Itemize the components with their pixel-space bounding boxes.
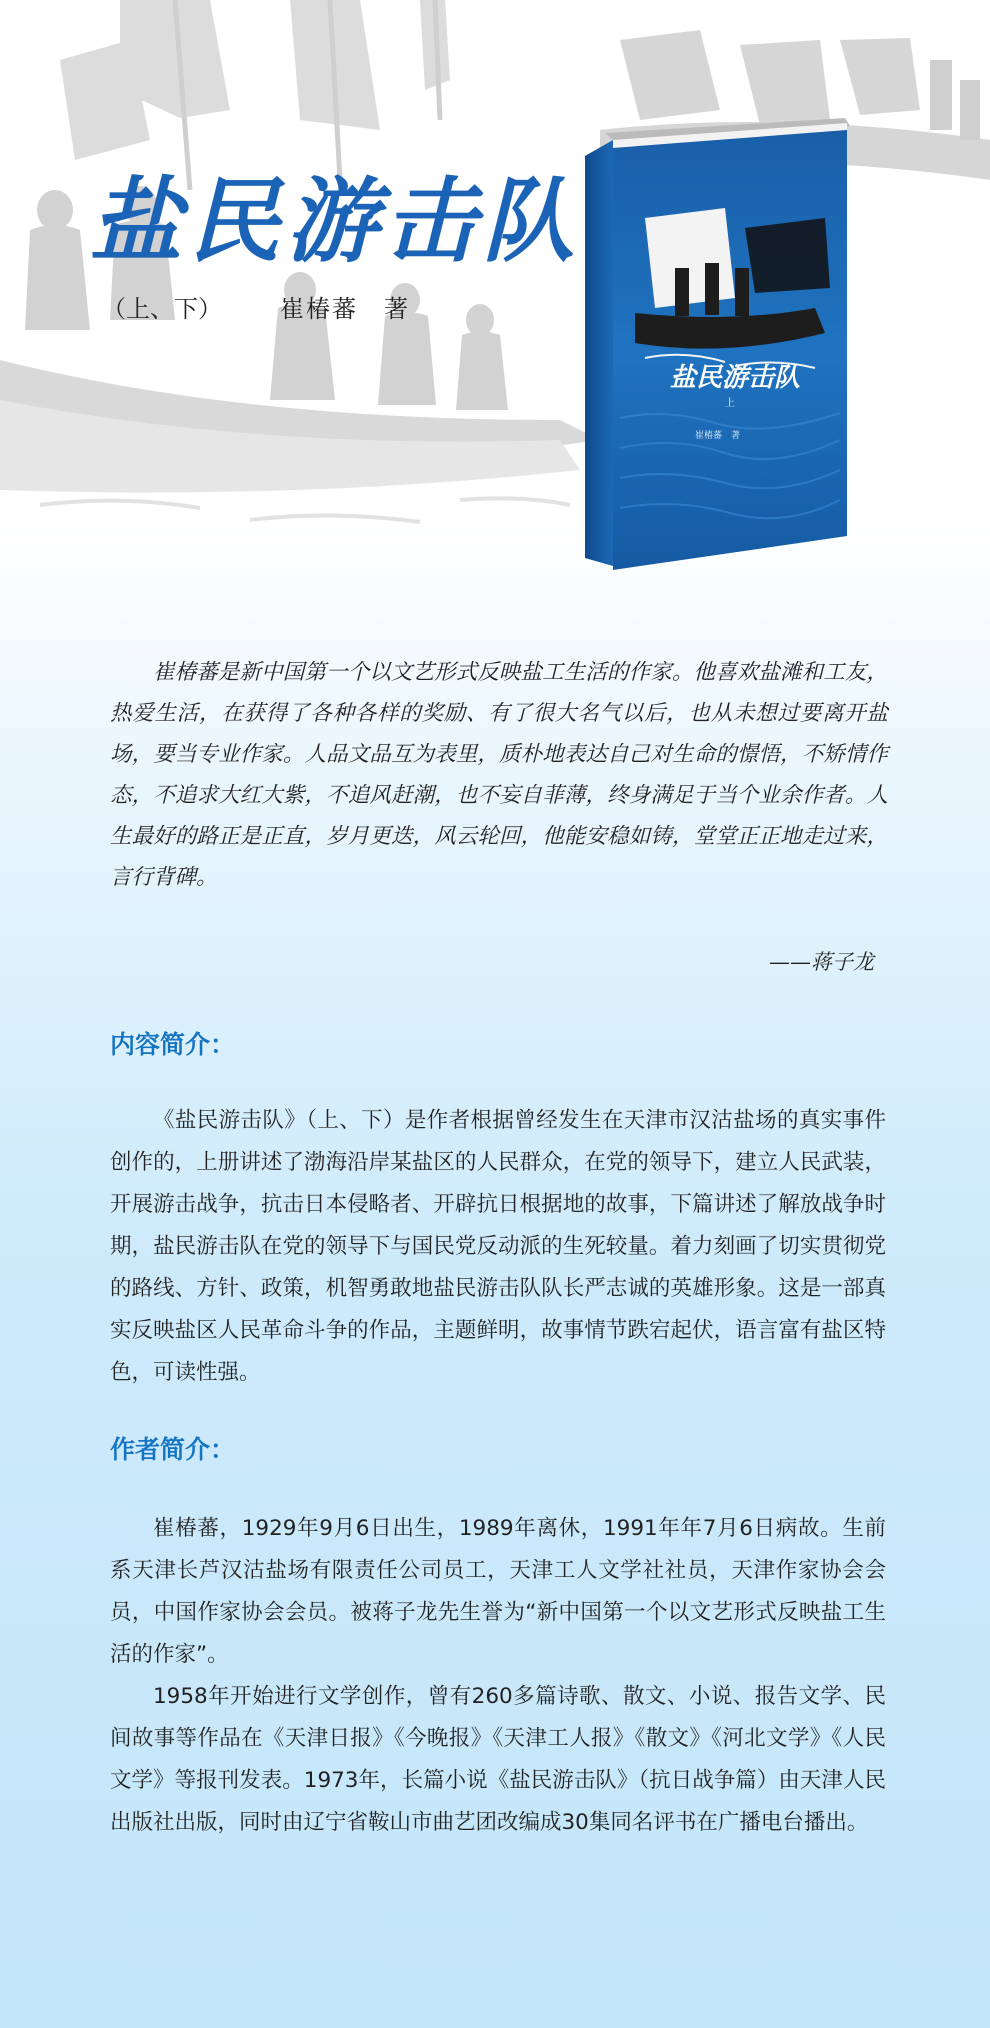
author-intro-paragraph-1: 崔椿蕃，1929年9月6日出生，1989年离休，1991年年7月6日病故。生前系天津长芦汉沽盐场有限责任公司员工，天津工人文学社社员，天津作家协会会员，中国作家协会会员。被蒋子龙先生誉为“新中国第一个以文艺形式反映盐工生活的作家”。 [110, 1516, 886, 1667]
author-intro-paragraph-2: 1958年开始进行文学创作，曾有260多篇诗歌、散文、小说、报告文学、民间故事等作品在《天津日报》《今晚报》《天津工人报》《散文》《河北文学》《人民文学》等报刊发表。1973年，长篇小说《盐民游击队》（抗日战争篇）由天津人民出版社出版，同时由辽宁省鞍山市曲艺团改编成30集同名评书在广播电台播出。 [110, 1684, 886, 1835]
book-cover-image [575, 118, 895, 578]
quote-signature: ——蒋子龙 [769, 950, 874, 974]
cover-title: 盐民游击队 [670, 363, 801, 393]
content-intro-heading: 内容简介： [110, 1030, 236, 1059]
content-intro-body [110, 1100, 886, 1394]
book-title: 盐民游击队 [90, 167, 581, 275]
cover-volume: 上 [725, 398, 735, 409]
author-intro-body [110, 1508, 886, 1844]
volumes-label: （上、下） [102, 295, 222, 323]
quote-text: 崔椿蕃是新中国第一个以文艺形式反映盐工生活的作家。他喜欢盐滩和工友，热爱生活，在获得了各种各样的奖励、有了很大名气以后，也从未想过要离开盐场，要当专业作家。人品文品互为表里，质朴地表达自己对生命的憬悟，不矫情作态，不追求大红大紫，不追风赶潮，也不妄自菲薄，终身满足于当个业余作者。人生最好的路正是正直，岁月更迭，风云轮回，他能安稳如铸，堂堂正正地走过来，言行背碑。 [110, 660, 888, 890]
header-illustration [0, 0, 990, 600]
author-intro-heading: 作者简介： [110, 1435, 236, 1464]
cover-author: 崔椿蕃 著 [695, 431, 741, 441]
author-credit: 崔椿蕃 著 [280, 295, 410, 323]
content-intro-paragraph: 《盐民游击队》（上、下）是作者根据曾经发生在天津市汉沽盐场的真实事件创作的，上册讲述了渤海沿岸某盐区的人民群众，在党的领导下，建立人民武装，开展游击战争，抗击日本侵略者、开辟抗日根据地的故事，下篇讲述了解放战争时期，盐民游击队在党的领导下与国民党反动派的生死较量。着力刻画了切实贯彻党的路线、方针、政策，机智勇敢地盐民游击队队长严志诚的英雄形象。这是一部真实反映盐区人民革命斗争的作品，主题鲜明，故事情节跌宕起伏，语言富有盐区特色，可读性强。 [110, 1108, 886, 1385]
